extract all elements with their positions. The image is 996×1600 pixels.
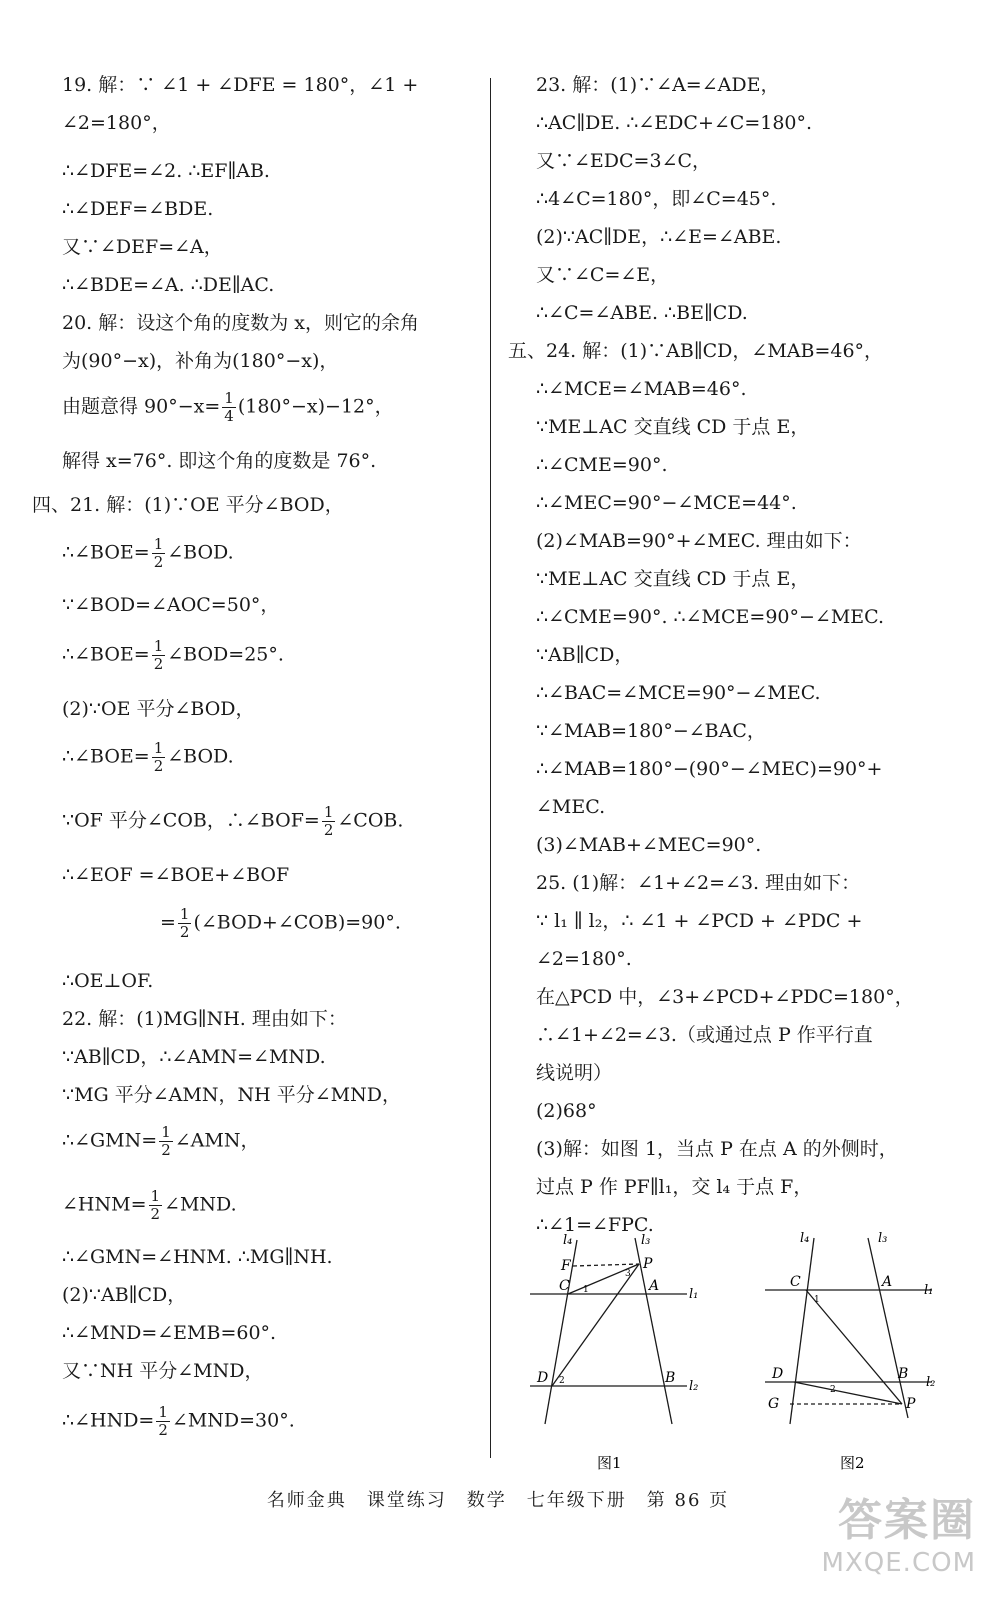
line-l4 (790, 1238, 814, 1424)
fraction-quarter: $\frac{1}{4}$ (224, 389, 234, 425)
q24-line10: ∴∠BAC=∠MCE=90°−∠MEC. (536, 682, 821, 704)
q22-line4: ∴∠GMN= $\frac{1}{2}$ ∠AMN， (62, 1123, 260, 1159)
label-p: P (906, 1396, 916, 1412)
q22-line8: ∴∠MND=∠EMB=60°. (62, 1322, 277, 1344)
q24-line14: (3)∠MAB+∠MEC=90°. (536, 834, 762, 856)
q24-line12: ∴∠MAB=180°−(90°−∠MEC)=90°+ (536, 758, 883, 780)
fraction-half: $\frac{1}{2}$ (323, 803, 334, 839)
segment-fp-dashed (573, 1264, 639, 1266)
watermark (822, 1484, 976, 1578)
q25-line6: 线说明） (536, 1062, 613, 1084)
q19-line2: ∠2=180°， (62, 112, 171, 134)
q22-line3: ∵MG 平分∠AMN，NH 平分∠MND， (62, 1084, 401, 1106)
label-b: B (665, 1370, 676, 1386)
q20-equation: 由题意得 90°−x= $\frac{1}{4}$ (180°−x)−12°， (62, 389, 394, 425)
label-d: D (772, 1366, 784, 1382)
q19-line4: ∴∠DEF=∠BDE. (62, 198, 214, 220)
fraction-half: $\frac{1}{2}$ (153, 739, 164, 775)
label-p: P (643, 1256, 653, 1272)
label-g: G (768, 1396, 780, 1412)
q21-line6: ∴∠BOE= $\frac{1}{2}$ ∠BOD. (62, 739, 234, 775)
label-l4: l₄ (563, 1233, 573, 1248)
q25-line1: 25. (1)解：∠1+∠2=∠3. 理由如下： (536, 872, 861, 894)
q24-line1: 五、24. 解：(1)∵AB∥CD，∠MAB=46°， (508, 340, 884, 362)
label-b: B (898, 1366, 909, 1382)
label-l1: l₁ (689, 1287, 699, 1302)
q19-line6: ∴∠BDE=∠A. ∴DE∥AC. (62, 274, 275, 296)
q25-line8: (3)解：如图 1，当点 P 在点 A 的外侧时， (536, 1138, 898, 1160)
q23-line5: (2)∵AC∥DE，∴∠E=∠ABE. (536, 226, 782, 248)
q23-line1: 23. 解：(1)∵∠A=∠ADE， (536, 74, 780, 96)
q24-line3: ∵ME⊥AC 交直线 CD 于点 E， (536, 416, 810, 438)
figure-1-caption: 图1 (597, 1454, 622, 1472)
q21-line9: = $\frac{1}{2}$ (∠BOD+∠COB)=90°. (160, 905, 401, 941)
fraction-half: $\frac{1}{2}$ (179, 905, 190, 941)
fraction-half: $\frac{1}{2}$ (153, 637, 164, 673)
line-l3 (635, 1238, 672, 1424)
angle-3-label: 3 (625, 1269, 631, 1279)
q24-line11: ∵∠MAB=180°−∠BAC， (536, 720, 766, 742)
q21-line1: 四、21. 解：(1)∵OE 平分∠BOD， (32, 494, 344, 516)
q23-line3: 又∵∠EDC=3∠C， (536, 150, 712, 172)
q22-line7: (2)∵AB∥CD， (62, 1284, 187, 1306)
q19-line3: ∴∠DFE=∠2. ∴EF∥AB. (62, 160, 270, 182)
q22-line1: 22. 解：(1)MG∥NH. 理由如下： (62, 1008, 347, 1030)
q24-line13: ∠MEC. (536, 796, 606, 818)
column-divider (490, 78, 491, 1458)
q23-line4: ∴4∠C=180°，即∠C=45°. (536, 188, 777, 210)
q24-line7: ∵ME⊥AC 交直线 CD 于点 E， (536, 568, 810, 590)
angle-2-label: 2 (559, 1376, 565, 1386)
label-l2: l₂ (689, 1379, 699, 1394)
watermark-url: MXQE.COM (821, 1548, 976, 1578)
q25-line7: (2)68° (536, 1100, 597, 1122)
q21-line3: ∵∠BOD=∠AOC=50°， (62, 594, 280, 616)
page-footer: 名师金典 课堂练习 数学 七年级下册 第 86 页 (266, 1490, 730, 1511)
q22-line2: ∵AB∥CD，∴∠AMN=∠MND. (62, 1046, 326, 1068)
fraction-half: $\frac{1}{2}$ (150, 1187, 161, 1223)
q25-line2: ∵ l₁ ∥ l₂，∴ ∠1 + ∠PCD + ∠PDC + (536, 910, 863, 932)
q19-line1: 19. 解：∵ ∠1 + ∠DFE = 180°，∠1 + (62, 74, 419, 96)
watermark-logo: 答案圈 (838, 1495, 976, 1546)
label-f: F (561, 1258, 571, 1274)
label-a: A (882, 1274, 893, 1290)
fraction-half: $\frac{1}{2}$ (153, 535, 164, 571)
q20-line1: 20. 解：设这个角的度数为 x，则它的余角 (62, 312, 420, 334)
q25-line10: ∴∠1=∠FPC. (536, 1214, 654, 1236)
angle-1-label: 1 (814, 1295, 820, 1305)
label-c: C (559, 1278, 570, 1294)
line-l3 (868, 1238, 908, 1418)
figure-2 (760, 1228, 960, 1478)
q25-line3: ∠2=180°. (536, 948, 632, 970)
q22-line9: 又∵NH 平分∠MND， (62, 1360, 264, 1382)
q25-line5: ∴∠1+∠2=∠3.（或通过点 P 作平行直 (536, 1024, 873, 1046)
q23-line6: 又∵∠C=∠E， (536, 264, 670, 286)
fraction-half: $\frac{1}{2}$ (158, 1403, 168, 1439)
q20-line2: 为(90°−x)，补角为(180°−x)， (62, 350, 339, 372)
q24-line8: ∴∠CME=90°. ∴∠MCE=90°−∠MEC. (536, 606, 885, 628)
q23-line7: ∴∠C=∠ABE. ∴BE∥CD. (536, 302, 748, 324)
label-a: A (649, 1278, 660, 1294)
q25-line4: 在△PCD 中，∠3+∠PCD+∠PDC=180°， (536, 986, 914, 1008)
figure-1 (525, 1228, 725, 1478)
q24-line6: (2)∠MAB=90°+∠MEC. 理由如下： (536, 530, 862, 552)
q21-line2: ∴∠BOE= $\frac{1}{2}$ ∠BOD. (62, 535, 234, 571)
q22-line6: ∴∠GMN=∠HNM. ∴MG∥NH. (62, 1246, 333, 1268)
label-c: C (790, 1274, 801, 1290)
label-d: D (537, 1370, 549, 1386)
q22-line10: ∴∠HND= $\frac{1}{2}$ ∠MND=30°. (62, 1403, 295, 1439)
q21-line7: ∵OF 平分∠COB，∴∠BOF= $\frac{1}{2}$ ∠COB. (62, 803, 404, 839)
q24-line5: ∴∠MEC=90°−∠MCE=44°. (536, 492, 797, 514)
label-l3: l₃ (878, 1231, 888, 1246)
angle-2-label: 2 (830, 1385, 836, 1395)
q21-line8: ∴∠EOF =∠BOE+∠BOF (62, 864, 290, 886)
q24-line2: ∴∠MCE=∠MAB=46°. (536, 378, 747, 400)
q20-result: 解得 x=76°. 即这个角的度数是 76°. (62, 450, 377, 472)
q22-line5: ∠HNM= $\frac{1}{2}$ ∠MND. (62, 1187, 237, 1223)
q19-line5: 又∵∠DEF=∠A， (62, 236, 223, 258)
q23-line2: ∴AC∥DE. ∴∠EDC+∠C=180°. (536, 112, 813, 134)
q24-line4: ∴∠CME=90°. (536, 454, 668, 476)
label-l2: l₂ (926, 1375, 936, 1390)
label-l4: l₄ (800, 1231, 810, 1246)
q21-line4: ∴∠BOE= $\frac{1}{2}$ ∠BOD=25°. (62, 637, 284, 673)
q21-line5: (2)∵OE 平分∠BOD， (62, 698, 255, 720)
q24-line9: ∵AB∥CD， (536, 644, 634, 666)
q21-line10: ∴OE⊥OF. (62, 970, 154, 992)
angle-1-label: 1 (583, 1285, 589, 1295)
fraction-half: $\frac{1}{2}$ (161, 1123, 171, 1159)
label-l3: l₃ (641, 1233, 651, 1248)
q25-line9: 过点 P 作 PF∥l₁，交 l₄ 于点 F， (536, 1176, 813, 1198)
label-l1: l₁ (924, 1283, 934, 1298)
figure-2-caption: 图2 (840, 1454, 865, 1472)
